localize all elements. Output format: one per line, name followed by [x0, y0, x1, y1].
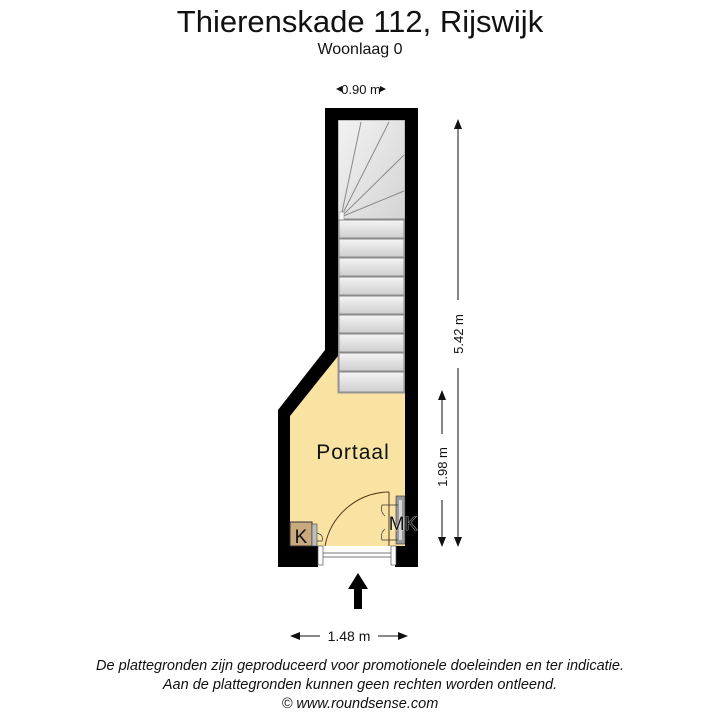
- fixture-mk-label: MK: [388, 514, 418, 535]
- copyright-link[interactable]: © www.roundsense.com: [281, 696, 439, 712]
- dim-top-width-label: 0.90 m: [341, 82, 381, 97]
- staircase: [338, 120, 405, 393]
- room-label-portaal: Portaal: [316, 441, 390, 464]
- dim-bottom-width-label: 1.48 m: [327, 628, 371, 644]
- disclaimer: [0, 657, 720, 714]
- fixture-k-label: K: [294, 527, 308, 548]
- page-title: Thierenskade 112, Rijswijk: [176, 4, 544, 39]
- entrance-arrow-icon: [348, 573, 368, 609]
- dimension-bottom-width: [290, 628, 408, 644]
- disclaimer-line-1: De plattegronden zijn geproduceerd voor promotionele doeleinden en ter indicatie.: [96, 658, 624, 674]
- floor-subtitle: Woonlaag 0: [317, 41, 403, 58]
- dim-total-height-label: 5.42 m: [451, 314, 466, 354]
- disclaimer-line-2: Aan de plattegronden kunnen geen rechten worden ontleend.: [162, 677, 558, 693]
- dimension-total-height: [451, 119, 466, 547]
- dimension-portaal-height: [435, 390, 450, 547]
- dim-portaal-height-label: 1.98 m: [435, 447, 450, 487]
- dimension-top-width: [336, 82, 386, 97]
